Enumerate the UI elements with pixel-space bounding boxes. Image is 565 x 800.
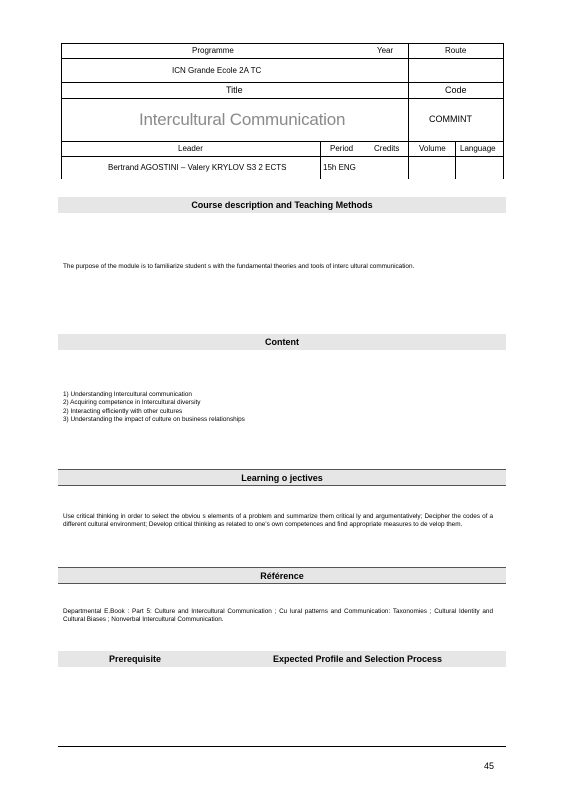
footer-divider xyxy=(58,746,506,747)
volume-label: Volume xyxy=(419,144,446,153)
code-label: Code xyxy=(445,85,467,95)
language-label: Language xyxy=(460,144,496,153)
table-border-top xyxy=(61,43,504,44)
learning-objectives-text: Use critical thinking in order to select the obviou s elements of a problem and summarize them critical ly and argumentatively; Decipher the codes of a different cultural environment; Develop critical thinking as related to one's own competences and find appropriate measures to de velop them. xyxy=(63,513,493,529)
programme-value: ICN Grande Ecole 2A TC xyxy=(172,66,262,75)
reference-text: Departmental E.Book : Part 5: Culture and Intercultural Communication ; Cu lural patterns and Communication: Taxonomies ; Cultural Identity and Cultural Biases ; Nonverbal Intercultural Communication. xyxy=(63,608,493,624)
row-sep xyxy=(61,141,504,142)
section-learning-objectives-heading: Learning o jectives xyxy=(58,469,506,486)
table-border-left xyxy=(61,43,62,179)
row-sep xyxy=(61,98,504,99)
leader-value: Bertrand AGOSTINI – Valery KRYLOV S3 2 ECTS xyxy=(108,163,287,172)
col-sep xyxy=(455,141,456,179)
list-item: 2) Interacting efficiently with other cultures xyxy=(63,407,183,415)
section-content-heading: Content xyxy=(58,334,506,350)
programme-label: Programme xyxy=(192,46,234,55)
table-border-right xyxy=(503,43,504,179)
section-course-description-heading: Course description and Teaching Methods xyxy=(58,197,506,213)
row-sep xyxy=(61,58,504,59)
row-sep xyxy=(61,156,504,157)
course-code: COMMINT xyxy=(429,114,472,124)
page-number: 45 xyxy=(484,761,495,771)
col-sep xyxy=(408,43,409,179)
year-label: Year xyxy=(377,46,394,55)
list-item: 3) Understanding the impact of culture on business relationships xyxy=(63,416,245,424)
content-list xyxy=(63,391,493,425)
course-title: Intercultural Communication xyxy=(139,110,346,129)
period-value: 15h ENG xyxy=(323,163,356,172)
leader-label: Leader xyxy=(178,144,203,153)
expected-profile-title: Expected Profile and Selection Process xyxy=(273,654,443,664)
col-sep xyxy=(320,141,321,179)
course-description-text: The purpose of the module is to familiarize student s with the fundamental theories and tools of interc ultural communication. xyxy=(63,263,415,270)
route-label: Route xyxy=(445,46,467,55)
course-header-table xyxy=(61,43,504,179)
list-item: 2) Acquiring competence in Intercultural diversity xyxy=(63,399,201,407)
title-label: Title xyxy=(226,85,243,95)
section-reference-heading: Référence xyxy=(58,567,506,584)
section-prerequisite-heading xyxy=(58,651,506,667)
period-label: Period xyxy=(330,144,354,153)
row-sep xyxy=(61,82,504,83)
prerequisite-title: Prerequisite xyxy=(109,654,162,664)
credits-label: Credits xyxy=(374,144,400,153)
list-item: 1) Understanding Intercultural communication xyxy=(63,391,192,398)
